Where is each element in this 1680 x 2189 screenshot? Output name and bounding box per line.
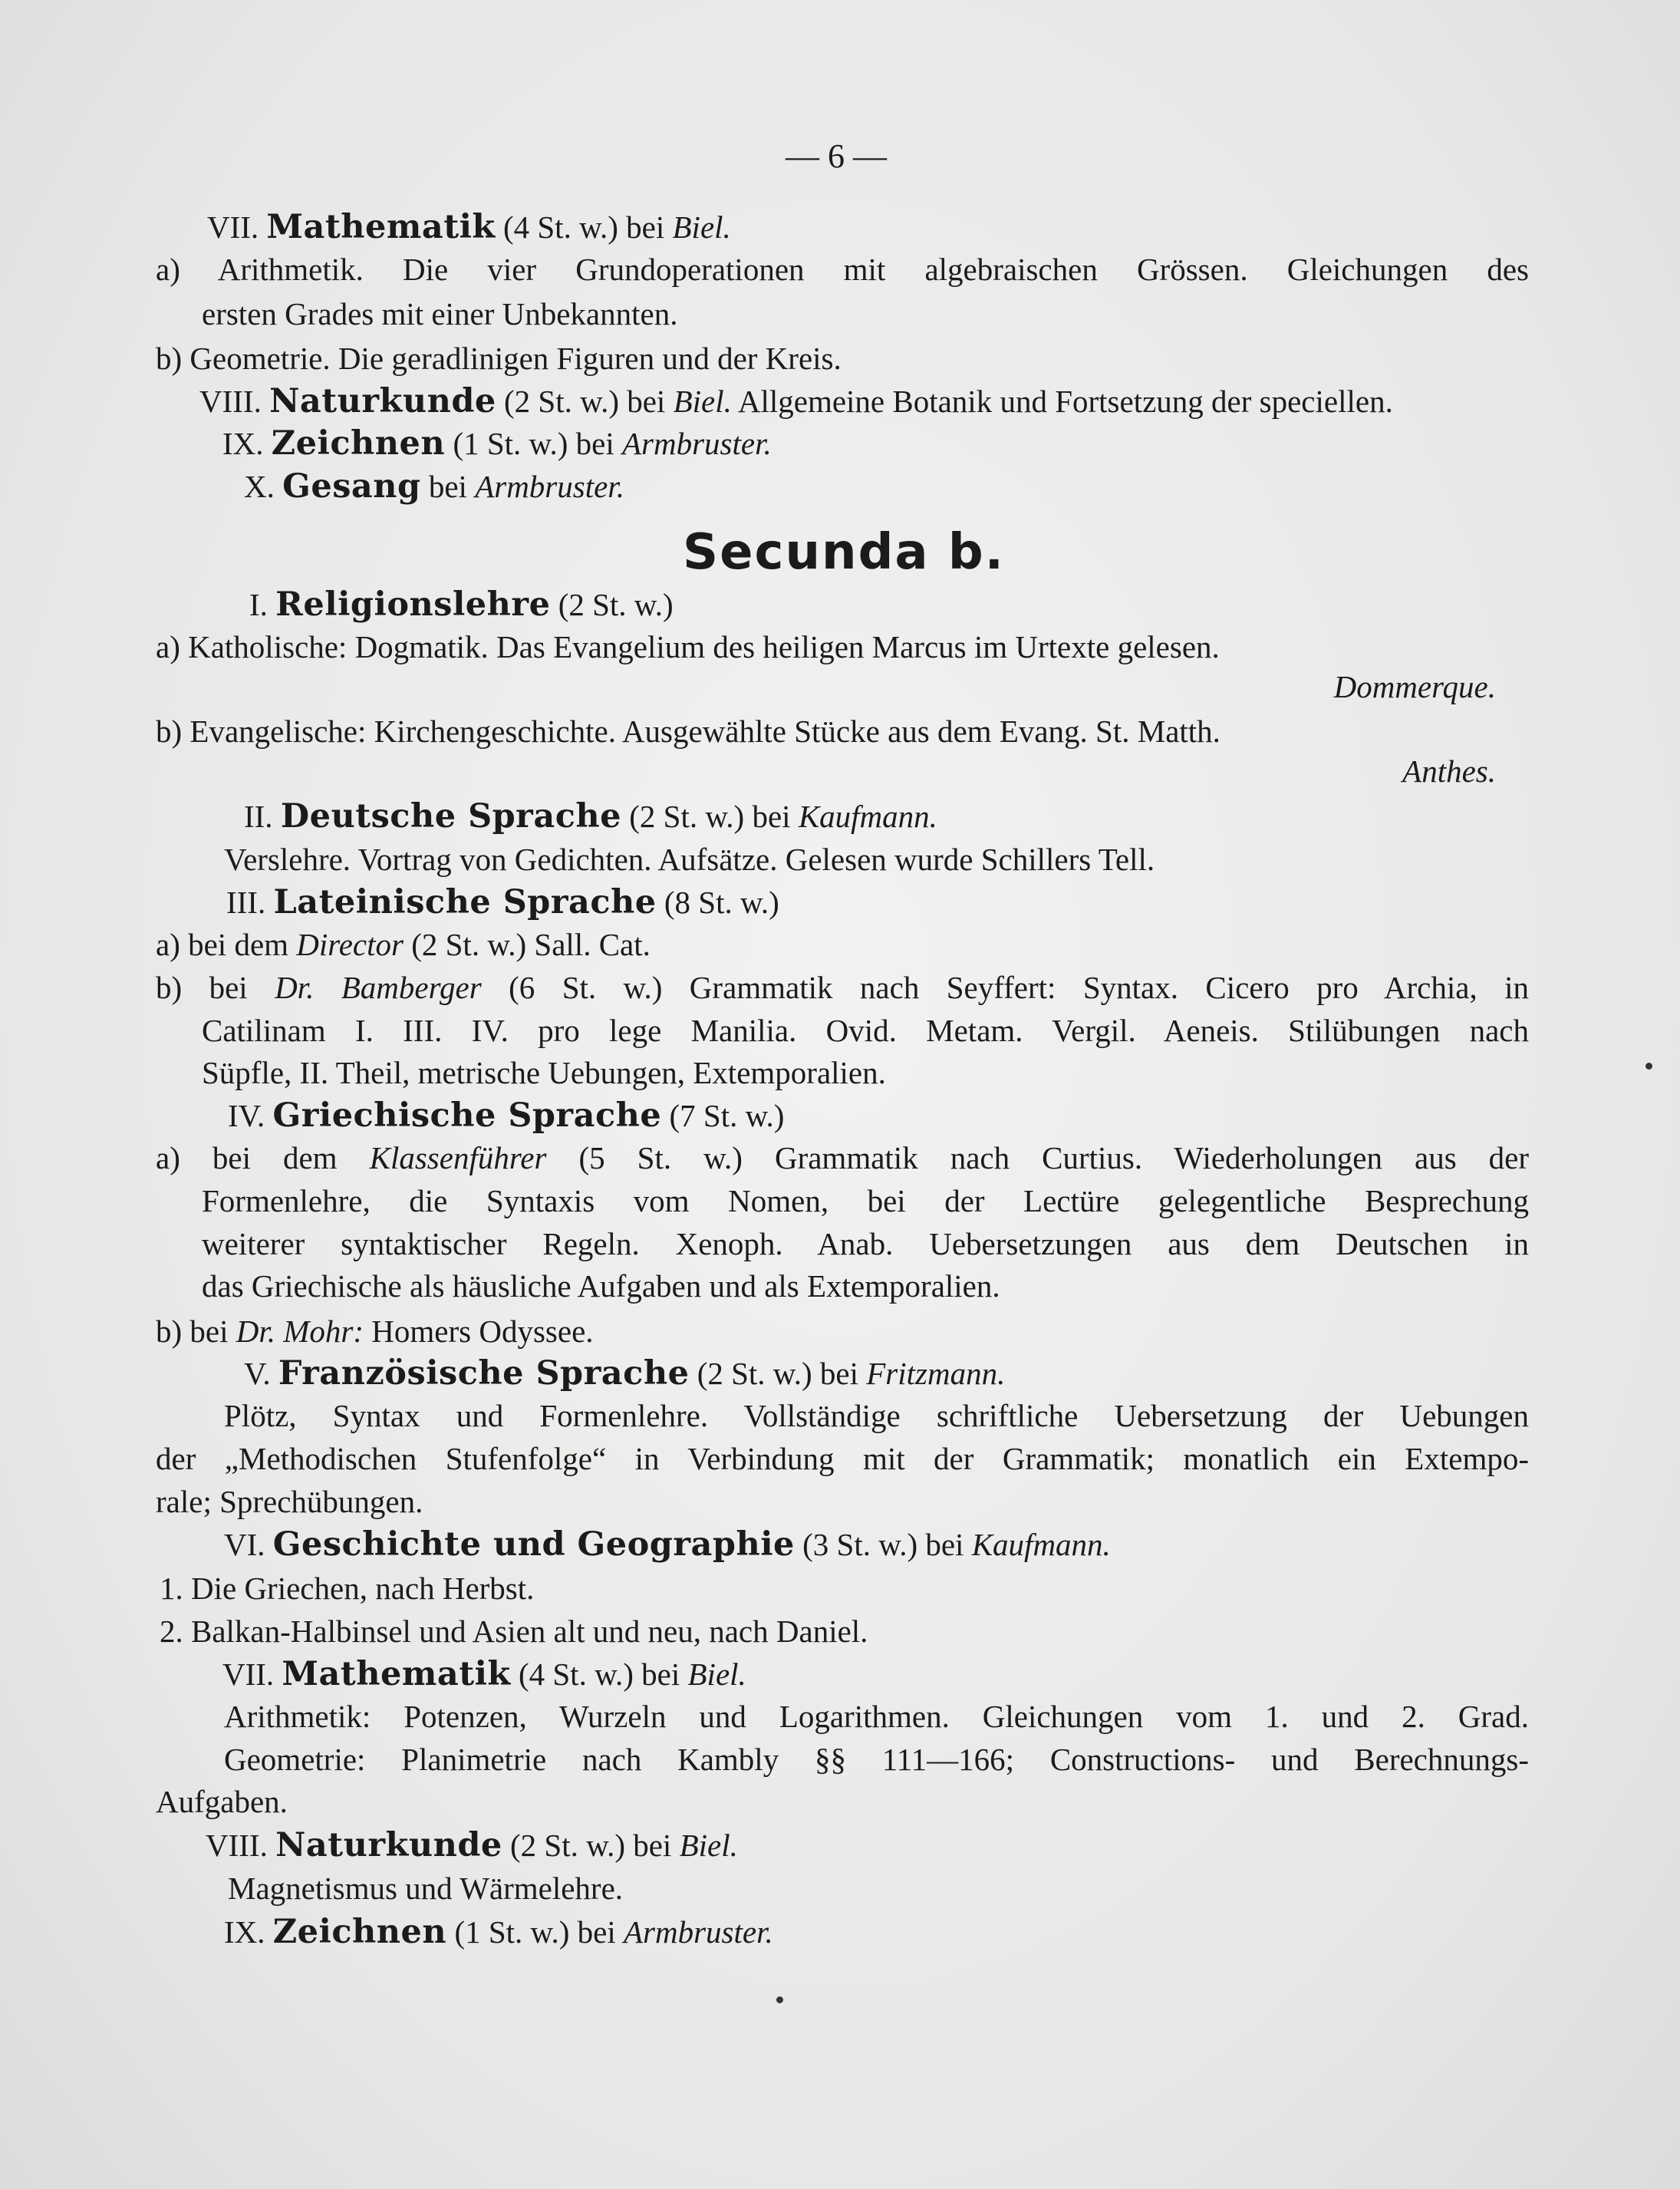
heading-x-gesang: X. Gesang bei Armbruster. — [244, 467, 624, 506]
text-line: Arithmetik: Potenzen, Wurzeln und Logarithmen. Gleichungen vom 1. und 2. Grad. — [224, 1699, 1529, 1734]
heading-religionslehre: I. Religionslehre (2 St. w.) — [249, 585, 674, 624]
teacher-name: Dommerque. — [1333, 669, 1496, 704]
text-line: b) bei Dr. Mohr: Homers Odyssee. — [156, 1314, 594, 1349]
heading-mathematik: VII. Mathematik (4 St. w.) bei Biel. — [222, 1655, 746, 1693]
text-line: a) bei dem Klassenführer (5 St. w.) Grammatik nach Curtius. Wiederholungen aus der — [156, 1140, 1530, 1175]
text-line: a) bei dem Director (2 St. w.) Sall. Cat. — [156, 927, 651, 962]
text-line: Catilinam I. III. IV. pro lege Manilia. Ovid. Metam. Vergil. Aeneis. Stilübungen nach — [202, 1013, 1529, 1048]
text-line: a) Katholische: Dogmatik. Das Evangelium des heiligen Marcus im Urtexte gelesen. — [156, 629, 1220, 664]
heading-deutsche-sprache: II. Deutsche Sprache (2 St. w.) bei Kaufmann. — [244, 797, 937, 836]
text-line: Aufgaben. — [156, 1784, 288, 1819]
text-line: weiterer syntaktischer Regeln. Xenoph. Anab. Uebersetzungen aus dem Deutschen in — [202, 1226, 1529, 1261]
text-line: b) Geometrie. Die geradlinigen Figuren und der Kreis. — [156, 341, 842, 376]
text-line: Formenlehre, die Syntaxis vom Nomen, bei der Lectüre gelegentliche Besprechung — [202, 1183, 1529, 1218]
section-title: Secunda b. — [683, 524, 1005, 581]
scan-speck — [776, 1996, 783, 2003]
text-line: das Griechische als häusliche Aufgaben und als Extemporalien. — [202, 1268, 1000, 1304]
text-line: a) Arithmetik. Die vier Grundoperationen mit algebraischen Grössen. Gleichungen des — [156, 252, 1529, 287]
heading-griechische-sprache: IV. Griechische Sprache (7 St. w.) — [228, 1096, 785, 1135]
text-line: Verslehre. Vortrag von Gedichten. Aufsätze. Gelesen wurde Schillers Tell. — [224, 842, 1155, 877]
heading-franzoesische-sprache: V. Französische Sprache (2 St. w.) bei Fritzmann. — [244, 1354, 1006, 1393]
heading-naturkunde: VIII. Naturkunde (2 St. w.) bei Biel. — [206, 1826, 738, 1864]
text-line: ersten Grades mit einer Unbekannten. — [202, 296, 678, 331]
page-number: — 6 — — [786, 137, 887, 175]
text-line: 2. Balkan-Halbinsel und Asien alt und neu, nach Daniel. — [160, 1614, 868, 1649]
text-line: Süpfle, II. Theil, metrische Uebungen, Extemporalien. — [202, 1055, 886, 1090]
text-line: b) bei Dr. Bamberger (6 St. w.) Grammatik nach Seyffert: Syntax. Cicero pro Archia, in — [156, 970, 1530, 1005]
text-line: Plötz, Syntax und Formenlehre. Vollständige schriftliche Uebersetzung der Uebungen — [224, 1398, 1529, 1433]
heading-lateinische-sprache: III. Lateinische Sprache (8 St. w.) — [226, 883, 779, 921]
text-line: Geometrie: Planimetrie nach Kambly §§ 111—166; Constructions- und Berechnungs- — [224, 1742, 1529, 1777]
heading-vii-mathematik: VII. Mathematik (4 St. w.) bei Biel. — [207, 208, 731, 246]
text-line: rale; Sprechübungen. — [156, 1484, 423, 1519]
heading-zeichnen: IX. Zeichnen (1 St. w.) bei Armbruster. — [224, 1913, 773, 1951]
text-line: 1. Die Griechen, nach Herbst. — [160, 1571, 535, 1606]
teacher-name: Anthes. — [1402, 753, 1496, 789]
scan-speck — [1645, 1063, 1652, 1070]
text-line: Magnetismus und Wärmelehre. — [228, 1871, 624, 1906]
heading-geschichte-geographie: VI. Geschichte und Geographie (3 St. w.) bei Kaufmann. — [224, 1525, 1111, 1564]
text-line: der „Methodischen Stufenfolge“ in Verbindung mit der Grammatik; monatlich ein Extempo- — [156, 1441, 1529, 1476]
text-line: b) Evangelische: Kirchengeschichte. Ausgewählte Stücke aus dem Evang. St. Matth. — [156, 714, 1220, 749]
heading-viii-naturkunde: VIII. Naturkunde (2 St. w.) bei Biel. Allgemeine Botanik und Fortsetzung der speciellen. — [199, 382, 1393, 420]
heading-ix-zeichnen: IX. Zeichnen (1 St. w.) bei Armbruster. — [222, 424, 772, 463]
